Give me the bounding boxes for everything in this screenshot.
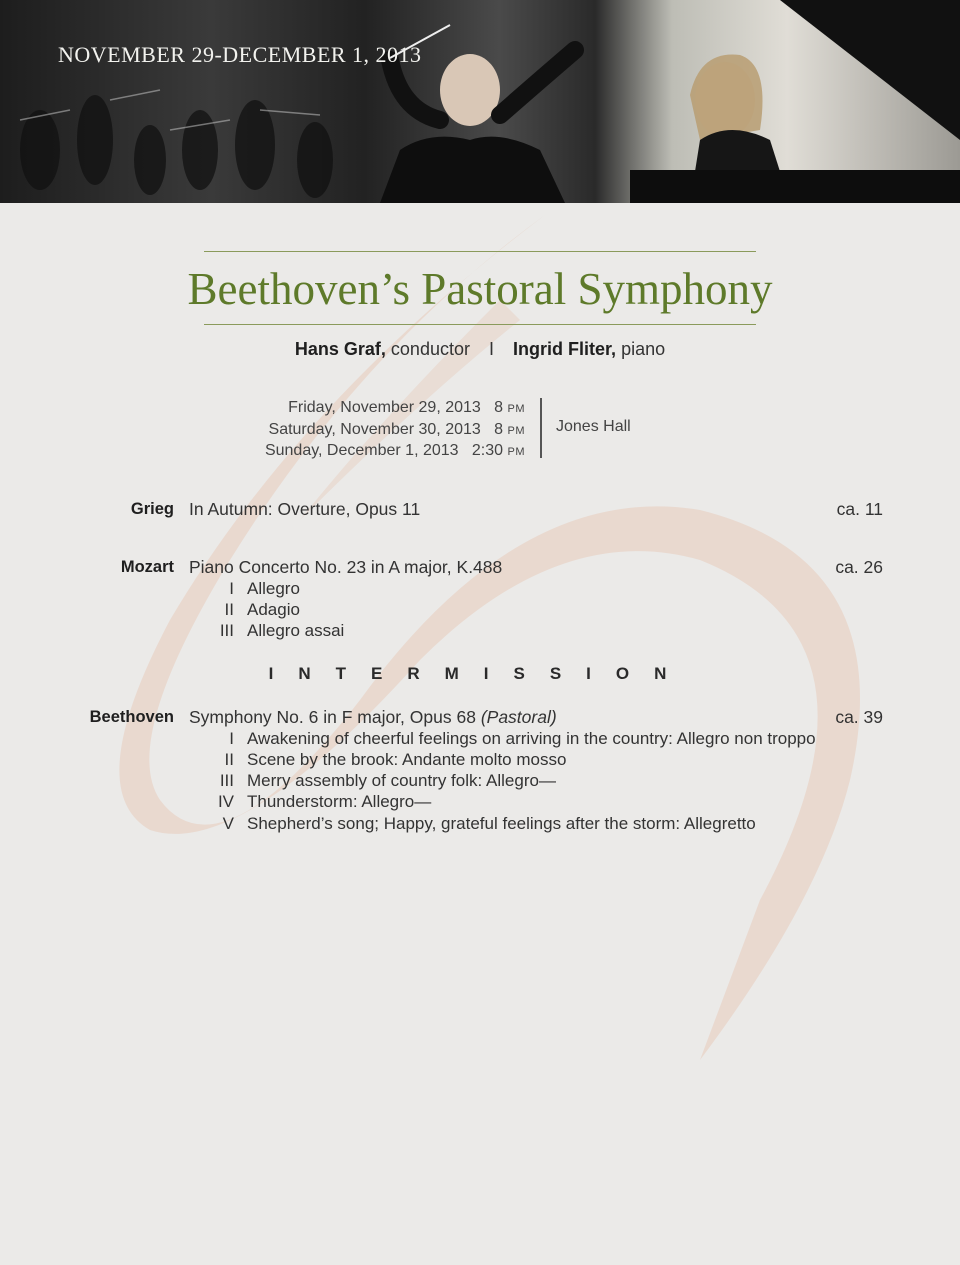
work-duration: ca. 26 [835, 557, 883, 577]
date-text: Sunday, December 1, 2013 [264, 442, 459, 459]
work-title-main: Symphony No. 6 in F major, Opus 68 [189, 707, 476, 727]
meridiem-text: PM [507, 403, 525, 415]
performer-name: Hans Graf, [294, 339, 386, 359]
dates-divider [540, 398, 542, 458]
performer-role: piano [621, 339, 666, 359]
movement-number: I [229, 729, 234, 748]
performer-separator: I [489, 339, 495, 359]
movement [189, 771, 556, 791]
movement [189, 750, 566, 770]
movement-number: III [219, 621, 234, 640]
title-rule-bottom [204, 324, 756, 325]
work-duration: ca. 39 [835, 707, 883, 727]
movement-text: Scene by the brook: Andante molto mosso [247, 750, 567, 769]
movement [189, 792, 431, 812]
composer-name: Grieg [130, 500, 174, 518]
date-text: Friday, November 29, 2013 [288, 399, 481, 416]
header-photo-banner [0, 0, 960, 203]
title-rule-top [204, 251, 756, 252]
work-duration: ca. 11 [836, 499, 883, 519]
movement-number: V [222, 814, 234, 833]
movement-text: Awakening of cheerful feelings on arriving in the country: Allegro non troppo [247, 729, 816, 748]
performance-date [265, 420, 525, 442]
work-subtitle: (Pastoral) [480, 707, 557, 727]
movement-number: II [224, 750, 234, 769]
movement-text: Allegro [247, 579, 300, 598]
work-title: In Autumn: Overture, Opus 11 [189, 499, 421, 519]
performer-name: Ingrid Fliter, [513, 339, 617, 359]
performance-date [265, 398, 525, 420]
performance-dates [265, 398, 525, 463]
work-title [189, 707, 557, 728]
orchestra-photo [0, 0, 960, 203]
meridiem-text: PM [507, 424, 525, 437]
performers-line [0, 339, 960, 360]
movement [189, 729, 816, 749]
movement [189, 621, 344, 641]
movement-text: Shepherd’s song; Happy, grateful feelings after the storm: Allegretto [247, 814, 756, 833]
performer-role: conductor [390, 339, 470, 359]
movement-text: Thunderstorm: Allegro— [247, 792, 432, 811]
intermission-label: INTERMISSION [268, 664, 692, 683]
movement-number: II [224, 600, 234, 619]
movement-number: III [219, 771, 234, 790]
movement-text: Merry assembly of country folk: Allegro— [247, 771, 556, 790]
time-text: 8 [494, 420, 504, 438]
date-text: Saturday, November 30, 2013 [268, 420, 481, 438]
movement-number: I [229, 579, 234, 598]
work-title: Piano Concerto No. 23 in A major, K.488 [189, 557, 503, 577]
composer-name: Mozart [120, 558, 174, 576]
venue: Jones Hall [556, 418, 631, 435]
time-text: 8 [494, 399, 504, 416]
movement-number: IV [217, 792, 234, 811]
pianist-photo [630, 0, 960, 203]
program-title: Beethoven’s Pastoral Symphony [187, 264, 773, 314]
time-text: 2:30 [471, 442, 504, 459]
movement [189, 600, 300, 620]
movement [189, 814, 756, 834]
movement-text: Allegro assai [247, 621, 345, 640]
meridiem-text: PM [507, 446, 525, 458]
composer-name: Beethoven [89, 708, 174, 726]
movement-text: Adagio [247, 600, 300, 619]
performance-date [265, 441, 525, 463]
movement [189, 579, 300, 599]
date-range-banner: NOVEMBER 29-DECEMBER 1, 2013 [58, 42, 422, 67]
